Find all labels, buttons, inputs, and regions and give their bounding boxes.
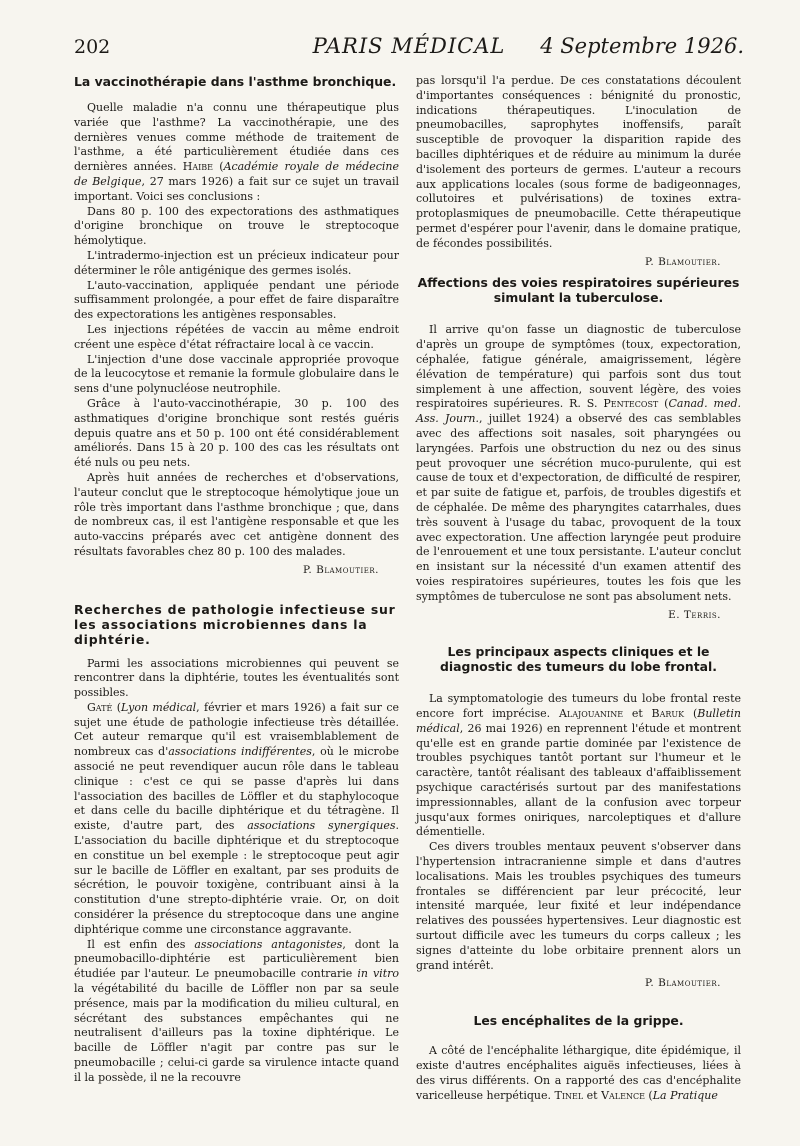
text-run: , février et mars 1926) a fait sur ce sujet une étude de pathologie infectieuse très détaillée. Cet auteur remarque qu'il est vraisemblablement de nombreux cas d' <box>74 700 399 759</box>
paragraph: L'auto-vaccination, appliquée pendant une période suffisamment prolongée, a pour effet de faire disparaître des expectorations les antigènes responsables. <box>74 278 399 322</box>
article-title-encephalites: Les encéphalites de la grippe. <box>473 1013 684 1029</box>
paragraph: Grâce à l'auto-vaccinothérapie, 30 p. 100 des asthmatiques d'origine bronchique sont restés guéris depuis quatre ans et 50 p. 100 ont été considérablement améliorés. Dans 15 à 20 p. 100 des cas les résultats ont été nuls ou peu nets. <box>74 396 399 470</box>
text-run: , 26 mai 1926) en reprennent l'étude et montrent qu'elle est en grande partie dominée par l'existence de troubles psychiques tantôt portant sur l'humeur et le caractère, tantôt réalisant des tableaux d'affaiblissement psychique caractérisés surtout par des manifestations impressionnables, allant de la confusion avec torpeur jusqu'aux formes oniriques, narcoleptiques et d'allure démentielle. <box>416 721 741 839</box>
text-run: Il est enfin des <box>87 937 195 951</box>
paragraph <box>74 701 399 938</box>
article-title-vaccinotherapie: La vaccinothérapie dans l'asthme bronchique. <box>74 74 397 89</box>
text-run: ( <box>112 700 121 714</box>
article-title-lobe-frontal: Les principaux aspects cliniques et le diagnostic des tumeurs du lobe frontal. <box>440 644 717 675</box>
paragraph: Parmi les associations microbiennes qui peuvent se rencontrer dans la diphtérie, toutes les éventualités sont possibles. <box>74 656 399 700</box>
author-name: Haibe <box>182 160 213 174</box>
text-run: A côté de l'encéphalite léthargique, dite épidémique, il existe d'autres encéphalites aiguës infectieuses, liées à des virus différents. On a rapporté des cas d'encéphalite varicelleuse herpétique. <box>416 1044 741 1102</box>
text-run: ( <box>684 707 698 721</box>
term: associations indifférentes <box>168 745 312 759</box>
right-column <box>416 74 741 1103</box>
source-title: Académie royale de médecine de Belgique <box>74 160 400 188</box>
text-run: Il arrive qu'on fasse un diagnostic de tuberculose d'après un groupe de symptômes (toux, expectoration, céphalée, fatigue générale, amaigrissement, légère élévation de température) qui parfois sont dus tout simplement à une affection, souvent légère, des voies respiratoires supérieures. R. S. <box>416 323 741 411</box>
article-title-voies-respiratoires: Affections des voies respiratoires supérieures simulant la tuberculose. <box>417 275 740 306</box>
text-run: ( <box>644 1088 653 1102</box>
source-title: La Pratique <box>652 1088 718 1102</box>
paragraph: Dans 80 p. 100 des expectorations des asthmatiques d'origine bronchique on trouve le streptocoque hémolytique. <box>74 204 399 248</box>
paragraph: Ces divers troubles mentaux peuvent s'observer dans l'hypertension intracranienne simple et dans d'autres localisations. Mais les troubles psychiques des tumeurs frontales se différencient par leur précocité, leur intensité marquée, leur fixité et leur indépendance relatives des poussées hypertensives. Leur diagnostic est surtout difficile avec les tumeurs du corps calleux ; les signes d'atteinte du lobe orbitaire prennent alors un grand intérêt. <box>416 840 741 972</box>
text-run: , juillet 1924) a observé des cas semblables avec des affections soit nasales, soit pharyngées ou laryngées. Parfois une obstruction du nez ou des sinus peut provoquer une sécrétion muco-purulente, qui est cause de toux et d'expectoration, de difficulté de respirer, et par suite de fatigue et, parfois, de troubles digestifs et de céphalée. De même des pharyngites catarrhales, dues très souvent à l'usage du tabac, provoquent de la toux avec expectoration. Une affection laryngée peut produire de l'enrouement et une toux persistante. L'auteur conclut en insistant sur la nécessité d'un examen attentif des voies respiratoires supérieures, toutes les fois que les symptômes de tuberculose ne sont pas absolument nets. <box>416 412 741 603</box>
term: in vitro <box>357 967 399 981</box>
source-title: Canad. med. Ass. Journ. <box>416 397 742 426</box>
text-run: . L'association du bacille diphtérique et du streptocoque en constitue un bel exemple : le streptocoque peut agir sur le bacille de Löffler en exaltant, par ses produits de sécrétion, le pouvoir toxigène, contribuant ainsi à la constitution d'une strepto-diphtérie vraie. Or, on doit considérer la présence du streptocoque dans une angine diphtérique comme une circonstance aggravante. <box>74 819 399 936</box>
journal-title: PARIS MÉDICAL <box>312 34 506 58</box>
signature: P. Blamoutier. <box>303 563 379 576</box>
paragraph <box>416 1044 741 1103</box>
text-run: ( <box>213 160 224 174</box>
author-name: Valence <box>601 1088 645 1102</box>
signature: E. Terris. <box>668 608 721 621</box>
author-name: Gaté <box>87 700 113 714</box>
author-name: Baruk <box>651 707 685 721</box>
paragraph: L'intradermo-injection est un précieux indicateur pour déterminer le rôle antigénique des germes isolés. <box>74 248 399 277</box>
term: associations antagonistes <box>194 937 343 951</box>
term: associations synergiques <box>247 819 396 833</box>
text-run: et <box>583 1088 602 1102</box>
paragraph: L'injection d'une dose vaccinale appropriée provoque de la leucocytose et remanie la formule globulaire dans le sens d'une polynucléose neutrophile. <box>74 352 399 396</box>
source-title: Bulletin médical <box>416 707 741 735</box>
paragraph <box>74 101 399 205</box>
page-number: 202 <box>74 36 111 58</box>
author-name: Pentecost <box>603 397 659 411</box>
paragraph <box>416 692 741 840</box>
text-run: et <box>623 707 652 721</box>
paragraph: Après huit années de recherches et d'observations, l'auteur conclut que le streptocoque hémolytique joue un rôle très important dans l'asthme bronchique ; que, dans de nombreux cas, il est l'antigène responsable et que les auto-vaccins préparés avec cet antigène donnent des résultats favorables chez 80 p. 100 des malades. <box>74 470 399 558</box>
paragraph <box>416 323 741 604</box>
paragraph: pas lorsqu'il l'a perdue. De ces constatations découlent d'importantes conséquences : bénignité du pronostic, indications thérapeutiques. L'inoculation de pneumobacilles, saprophytes inoffensifs, paraît susceptible de provoquer la disparition rapide des bacilles diphtériques et de réduire au minimum la durée d'isolement des porteurs de germes. L'auteur a recours aux applications locales (sous forme de badigeonnages, collutoires et pulvérisations) de toxines extra-protoplasmiques de pneumobacille. Cette thérapeutique permet d'espérer pour l'avenir, dans le domaine pratique, de fécondes possibilités. <box>416 74 741 250</box>
signature: P. Blamoutier. <box>645 255 721 268</box>
issue-date: 4 Septembre 1926. <box>540 34 744 58</box>
running-header <box>74 34 744 64</box>
article-title-diphterie: Recherches de pathologie infectieuse sur les associations microbiennes dans la diphtérie. <box>74 601 396 647</box>
text-run: , 27 mars 1926) a fait sur ce sujet un travail important. Voici ses conclusions : <box>74 174 399 203</box>
text-run: , dont la pneumobacillo-diphtérie est particulièrement bien étudiée par l'auteur. Le pneumobacille contrarie <box>74 937 399 981</box>
paragraph: Les injections répétées de vaccin au même endroit créent une espèce d'état réfractaire local à ce vaccin. <box>74 322 399 351</box>
left-column <box>74 74 399 1086</box>
author-name: Alajouanine <box>558 707 624 721</box>
author-name: Tinel <box>554 1088 584 1102</box>
text-run: la végétabilité du bacille de Löffler non par sa seule présence, mais par la modification du milieu cultural, en sécrétant des substances empêchantes qui ne neutralisent d'ailleurs pas la toxine diphtérique. Le bacille de Löffler n'agit par contre pas sur le pneumobacille ; celui-ci garde sa virulence intacte quand il la possède, il ne la recouvre <box>74 982 399 1084</box>
signature: P. Blamoutier. <box>645 977 721 990</box>
source-title: Lyon médical <box>121 700 197 714</box>
text-run: ( <box>658 397 669 411</box>
paragraph <box>74 938 399 1086</box>
text-run: La symptomatologie des tumeurs du lobe frontal reste encore fort imprécise. <box>416 692 741 721</box>
text-run: Quelle maladie n'a connu une thérapeutique plus variée que l'asthme? La vaccinothérapie, une des dernières venues comme méthode de traitement de l'asthme, a été particulièrement étudiée dans ces dernières années. <box>74 101 399 174</box>
text-run: , où le microbe associé ne peut revendiquer aucun rôle dans le tableau clinique : c'est ce qui se passe d'après lui dans l'association des bacilles de Löffler et du staphylocoque et dans celle du bacille diphtérique et du tétragène. Il existe, d'autre part, des <box>74 745 399 833</box>
